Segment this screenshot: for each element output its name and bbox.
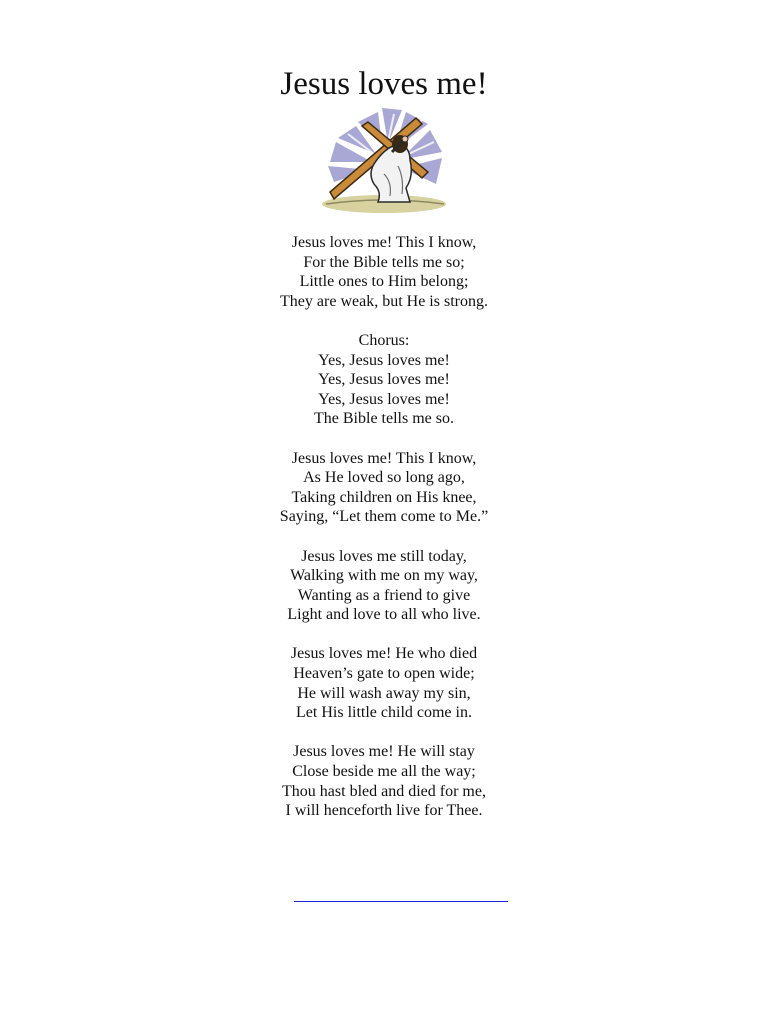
chorus-stanza bbox=[0, 331, 768, 429]
verse-stanza bbox=[0, 547, 768, 625]
lyric-line: Wanting as a friend to give bbox=[297, 586, 471, 604]
lyric-line: Little ones to Him belong; bbox=[299, 273, 469, 291]
lyric-line: Light and love to all who live. bbox=[287, 606, 481, 624]
footer-hyperlink-underline[interactable] bbox=[294, 901, 508, 902]
lyric-line: Jesus loves me! He who died bbox=[290, 645, 478, 663]
lyric-line: Heaven’s gate to open wide; bbox=[293, 665, 475, 683]
verse-stanza bbox=[0, 644, 768, 722]
lyric-line: Yes, Jesus loves me! bbox=[318, 351, 450, 369]
lyric-line: Jesus loves me! This I know, bbox=[291, 449, 477, 467]
lyric-line: The Bible tells me so. bbox=[314, 410, 454, 428]
lyric-line: Taking children on His knee, bbox=[291, 488, 477, 506]
lyric-line: For the Bible tells me so; bbox=[303, 253, 465, 271]
lyric-line: He will wash away my sin, bbox=[297, 684, 471, 702]
lyric-line: Yes, Jesus loves me! bbox=[318, 371, 450, 389]
lyric-line: Let His little child come in. bbox=[296, 704, 472, 722]
song-lyrics bbox=[0, 233, 768, 840]
lyric-line: Walking with me on my way, bbox=[290, 567, 478, 585]
lyric-line: Close beside me all the way; bbox=[292, 763, 476, 781]
lyric-line: Jesus loves me! This I know, bbox=[291, 234, 477, 251]
lyric-line: Thou hast bled and died for me, bbox=[282, 782, 486, 800]
verse-stanza bbox=[0, 449, 768, 527]
lyric-line: Yes, Jesus loves me! bbox=[318, 390, 450, 408]
jesus-carrying-cross-icon bbox=[318, 104, 450, 216]
verse-stanza bbox=[0, 233, 768, 311]
lyric-line: Jesus loves me! He will stay bbox=[293, 743, 475, 761]
chorus-label: Chorus: bbox=[358, 331, 410, 349]
lyric-line: Jesus loves me still today, bbox=[301, 547, 467, 565]
lyric-line: Saying, “Let them come to Me.” bbox=[279, 508, 489, 526]
page-title: Jesus loves me! bbox=[280, 66, 488, 102]
lyric-line: They are weak, but He is strong. bbox=[280, 292, 488, 310]
verse-stanza bbox=[0, 742, 768, 820]
lyric-line: As He loved so long ago, bbox=[303, 469, 465, 487]
lyric-line: I will henceforth live for Thee. bbox=[285, 802, 483, 820]
